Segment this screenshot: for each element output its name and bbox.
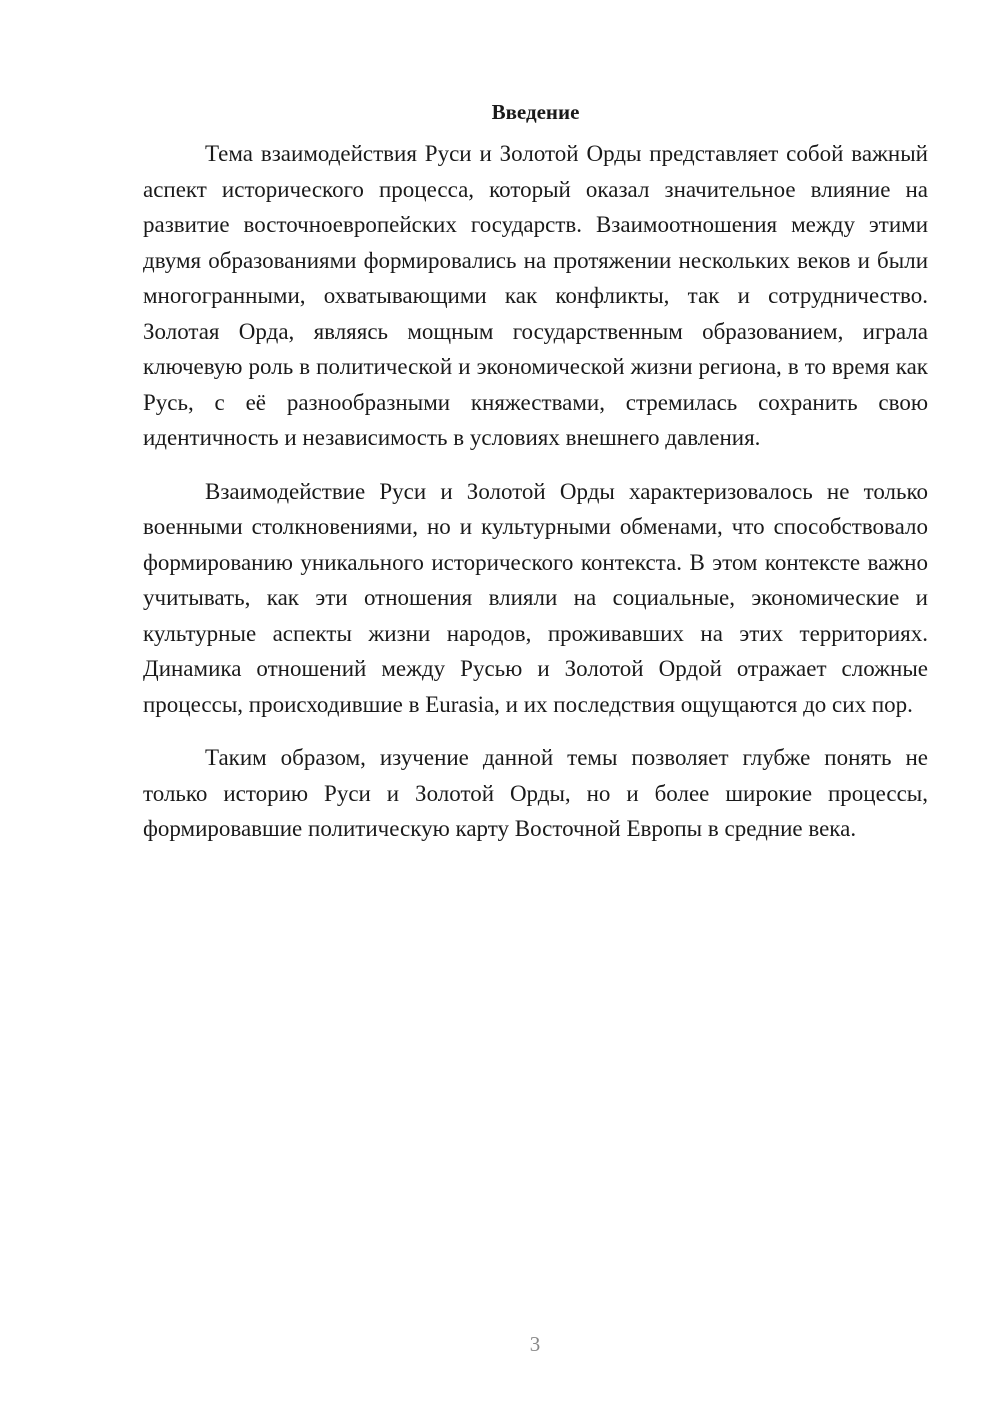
section-title: Введение xyxy=(491,100,580,124)
paragraph-1: Тема взаимодействия Руси и Золотой Орды представляет собой важный аспект исторического процесса, который оказал значительное влияние на развитие восточноевропейских государств. Взаимоотношения между этими двумя образованиями формировались на протяжении нескольких веков и были многогранными, охватывающими как конфликты, так и сотрудничество. Золотая Орда, являясь мощным государственным образованием, играла ключевую роль в политической и экономической жизни региона, в то время как Русь, с её разнообразными княжествами, стремилась сохранить свою идентичность и независимость в условиях внешнего давления. xyxy=(143,141,928,450)
paragraph-3: Таким образом, изучение данной темы позволяет глубже понять не только историю Руси и Золотой Орды, но и более широкие процессы, формировавшие политическую карту Восточной Европы в средние века. xyxy=(143,745,928,841)
page-content xyxy=(143,98,928,865)
page-number: 3 xyxy=(529,1332,541,1356)
paragraph-2: Взаимодействие Руси и Золотой Орды характеризовалось не только военными столкновениями, но и культурными обменами, что способствовало формированию уникального исторического контекста. В этом контексте важно учитывать, как эти отношения влияли на социальные, экономические и культурные аспекты жизни народов, проживавших на этих территориях. Динамика отношений между Русью и Золотой Ордой отражает сложные процессы, происходившие в Eurasia, и их последствия ощущаются до сих пор. xyxy=(143,478,928,717)
